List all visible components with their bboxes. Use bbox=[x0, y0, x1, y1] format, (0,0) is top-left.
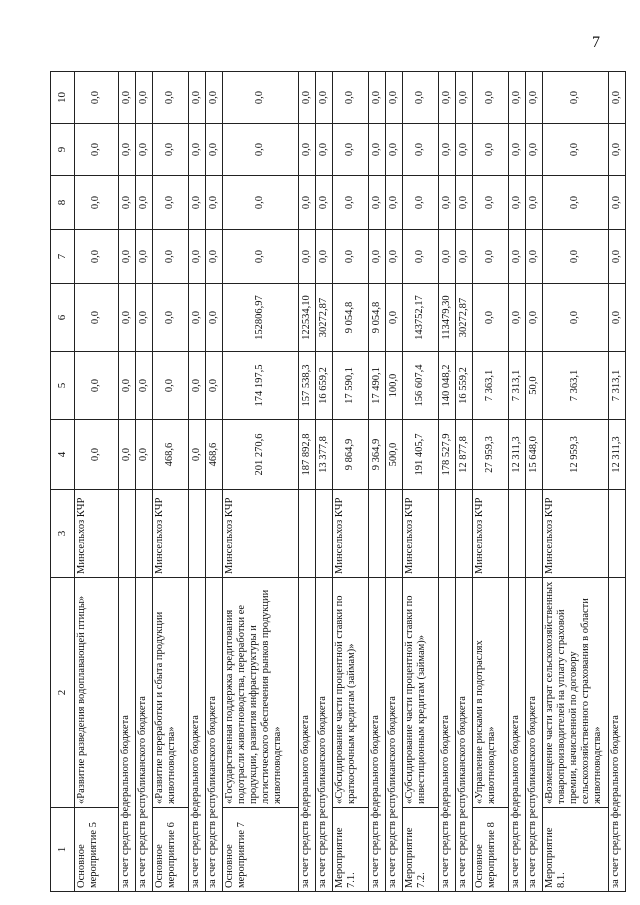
amount-cell: 0,0 bbox=[439, 72, 456, 124]
amount-cell: 0,0 bbox=[543, 124, 609, 176]
amount-cell: 0,0 bbox=[473, 176, 509, 230]
header-cell: 5 bbox=[51, 352, 75, 420]
amount-cell: 17 590,1 bbox=[333, 352, 369, 420]
amount-cell: 0,0 bbox=[369, 72, 386, 124]
amount-cell: 0,0 bbox=[223, 72, 299, 124]
executor: Минсельхоз КЧР bbox=[403, 490, 439, 578]
amount-cell: 0,0 bbox=[299, 72, 316, 124]
funding-source: за счет средств федерального бюджета bbox=[609, 578, 626, 892]
amount-cell: 174 197,5 bbox=[223, 352, 299, 420]
amount-cell: 0,0 bbox=[609, 124, 626, 176]
amount-cell: 30272,87 bbox=[456, 284, 473, 352]
amount-cell: 468,6 bbox=[206, 420, 223, 490]
amount-cell: 0,0 bbox=[439, 176, 456, 230]
funding-source: за счет средств федерального бюджета bbox=[189, 578, 206, 892]
amount-cell: 0,0 bbox=[223, 124, 299, 176]
amount-cell: 0,0 bbox=[473, 72, 509, 124]
funding-source-row bbox=[439, 72, 456, 892]
amount-cell: 0,0 bbox=[526, 230, 543, 284]
amount-cell: 0,0 bbox=[75, 124, 119, 176]
amount-cell: 12 959,3 bbox=[543, 420, 609, 490]
executor: Минсельхоз КЧР bbox=[153, 490, 189, 578]
amount-cell: 122534,10 bbox=[299, 284, 316, 352]
amount-cell: 0,0 bbox=[75, 352, 119, 420]
amount-cell: 0,0 bbox=[153, 284, 189, 352]
amount-cell: 0,0 bbox=[609, 284, 626, 352]
amount-cell: 0,0 bbox=[316, 176, 333, 230]
amount-cell: 9 054,8 bbox=[369, 284, 386, 352]
executor: Минсельхоз КЧР bbox=[75, 490, 119, 578]
amount-cell: 0,0 bbox=[456, 176, 473, 230]
amount-cell: 0,0 bbox=[456, 124, 473, 176]
funding-source: за счет средств федерального бюджета bbox=[119, 578, 136, 892]
amount-cell: 178 527,9 bbox=[439, 420, 456, 490]
header-cell: 3 bbox=[51, 490, 75, 578]
funding-source: за счет средств республиканского бюджета bbox=[206, 578, 223, 892]
amount-cell: 0,0 bbox=[386, 72, 403, 124]
amount-cell: 140 048,2 bbox=[439, 352, 456, 420]
amount-cell: 0,0 bbox=[316, 72, 333, 124]
header-cell: 1 bbox=[51, 808, 75, 892]
funding-source-row bbox=[526, 72, 543, 892]
empty-executor-cell bbox=[439, 490, 456, 578]
amount-cell: 0,0 bbox=[509, 176, 526, 230]
empty-executor-cell bbox=[369, 490, 386, 578]
amount-cell: 17 490,1 bbox=[369, 352, 386, 420]
activity-title: «Субсидирование части процентной ставки по краткосрочным кредитам (займам)» bbox=[333, 578, 369, 808]
activity-code: Мероприятие 8.1. bbox=[543, 808, 609, 892]
empty-executor-cell bbox=[456, 490, 473, 578]
empty-executor-cell bbox=[136, 490, 153, 578]
amount-cell: 0,0 bbox=[153, 352, 189, 420]
funding-source: за счет средств федерального бюджета bbox=[299, 578, 316, 892]
amount-cell: 0,0 bbox=[75, 72, 119, 124]
activity-row bbox=[153, 72, 189, 892]
amount-cell: 7 363,1 bbox=[473, 352, 509, 420]
amount-cell: 0,0 bbox=[369, 176, 386, 230]
executor: Минсельхоз КЧР bbox=[543, 490, 609, 578]
amount-cell: 0,0 bbox=[609, 72, 626, 124]
funding-source-row bbox=[609, 72, 626, 892]
amount-cell: 0,0 bbox=[206, 284, 223, 352]
amount-cell: 0,0 bbox=[136, 124, 153, 176]
empty-executor-cell bbox=[206, 490, 223, 578]
amount-cell: 0,0 bbox=[543, 284, 609, 352]
amount-cell: 0,0 bbox=[333, 230, 369, 284]
activity-code: Мероприятие 7.1. bbox=[333, 808, 369, 892]
amount-cell: 0,0 bbox=[386, 284, 403, 352]
amount-cell: 0,0 bbox=[403, 124, 439, 176]
amount-cell: 0,0 bbox=[526, 176, 543, 230]
executor: Минсельхоз КЧР bbox=[223, 490, 299, 578]
amount-cell: 0,0 bbox=[206, 176, 223, 230]
amount-cell: 201 270,6 bbox=[223, 420, 299, 490]
amount-cell: 7 313,1 bbox=[609, 352, 626, 420]
amount-cell: 0,0 bbox=[403, 72, 439, 124]
amount-cell: 0,0 bbox=[299, 176, 316, 230]
funding-source: за счет средств федерального бюджета bbox=[439, 578, 456, 892]
amount-cell: 0,0 bbox=[119, 420, 136, 490]
amount-cell: 0,0 bbox=[333, 176, 369, 230]
amount-cell: 143752,17 bbox=[403, 284, 439, 352]
header-cell: 2 bbox=[51, 578, 75, 808]
funding-source: за счет средств федерального бюджета bbox=[509, 578, 526, 892]
funding-source-row bbox=[189, 72, 206, 892]
amount-cell: 0,0 bbox=[386, 230, 403, 284]
activity-row bbox=[223, 72, 299, 892]
amount-cell: 0,0 bbox=[403, 230, 439, 284]
amount-cell: 0,0 bbox=[189, 176, 206, 230]
amount-cell: 9 054,8 bbox=[333, 284, 369, 352]
amount-cell: 15 648,0 bbox=[526, 420, 543, 490]
amount-cell: 468,6 bbox=[153, 420, 189, 490]
amount-cell: 0,0 bbox=[189, 124, 206, 176]
amount-cell: 0,0 bbox=[333, 124, 369, 176]
amount-cell: 0,0 bbox=[189, 72, 206, 124]
amount-cell: 0,0 bbox=[473, 284, 509, 352]
amount-cell: 7 363,1 bbox=[543, 352, 609, 420]
activity-code: Основное мероприятие 6 bbox=[153, 808, 189, 892]
activity-title: «Развитие переработки и сбыта продукции животноводства» bbox=[153, 578, 189, 808]
funding-source: за счет средств республиканского бюджета bbox=[526, 578, 543, 892]
amount-cell: 0,0 bbox=[75, 176, 119, 230]
activity-row bbox=[333, 72, 369, 892]
empty-executor-cell bbox=[386, 490, 403, 578]
amount-cell: 0,0 bbox=[136, 72, 153, 124]
activity-title: «Субсидирование части процентной ставки по инвестиционным кредитам (займам)» bbox=[403, 578, 439, 808]
amount-cell: 0,0 bbox=[153, 124, 189, 176]
amount-cell: 0,0 bbox=[119, 72, 136, 124]
header-cell: 9 bbox=[51, 124, 75, 176]
header-cell: 8 bbox=[51, 176, 75, 230]
amount-cell: 0,0 bbox=[526, 284, 543, 352]
amount-cell: 0,0 bbox=[543, 230, 609, 284]
amount-cell: 0,0 bbox=[456, 72, 473, 124]
amount-cell: 0,0 bbox=[75, 420, 119, 490]
amount-cell: 13 377,8 bbox=[316, 420, 333, 490]
amount-cell: 0,0 bbox=[509, 124, 526, 176]
activity-title: «Государственная поддержка кредитования подотрасли животноводства, переработки ее продукции, развития инфраструктуры и логистического обеспечения рынков продукции животноводства» bbox=[223, 578, 299, 808]
amount-cell: 0,0 bbox=[206, 352, 223, 420]
activity-code: Мероприятие 7.2. bbox=[403, 808, 439, 892]
header-row bbox=[51, 72, 75, 892]
amount-cell: 0,0 bbox=[75, 230, 119, 284]
amount-cell: 0,0 bbox=[136, 176, 153, 230]
amount-cell: 0,0 bbox=[189, 420, 206, 490]
amount-cell: 157 538,3 bbox=[299, 352, 316, 420]
funding-source-row bbox=[119, 72, 136, 892]
amount-cell: 0,0 bbox=[136, 420, 153, 490]
amount-cell: 7 313,1 bbox=[509, 352, 526, 420]
funding-source-row bbox=[509, 72, 526, 892]
amount-cell: 0,0 bbox=[119, 284, 136, 352]
amount-cell: 0,0 bbox=[153, 72, 189, 124]
amount-cell: 0,0 bbox=[316, 230, 333, 284]
amount-cell: 0,0 bbox=[509, 230, 526, 284]
amount-cell: 0,0 bbox=[543, 176, 609, 230]
empty-executor-cell bbox=[189, 490, 206, 578]
amount-cell: 0,0 bbox=[119, 124, 136, 176]
amount-cell: 50,0 bbox=[526, 352, 543, 420]
activity-code: Основное мероприятие 8 bbox=[473, 808, 509, 892]
amount-cell: 0,0 bbox=[543, 72, 609, 124]
amount-cell: 0,0 bbox=[119, 352, 136, 420]
header-cell: 7 bbox=[51, 230, 75, 284]
funding-source: за счет средств республиканского бюджета bbox=[456, 578, 473, 892]
amount-cell: 0,0 bbox=[153, 176, 189, 230]
amount-cell: 0,0 bbox=[509, 72, 526, 124]
header-cell: 10 bbox=[51, 72, 75, 124]
amount-cell: 0,0 bbox=[206, 72, 223, 124]
amount-cell: 0,0 bbox=[119, 176, 136, 230]
header-cell: 4 bbox=[51, 420, 75, 490]
budget-table bbox=[50, 71, 626, 892]
executor: Минсельхоз КЧР bbox=[473, 490, 509, 578]
amount-cell: 0,0 bbox=[206, 230, 223, 284]
amount-cell: 0,0 bbox=[609, 230, 626, 284]
amount-cell: 0,0 bbox=[403, 176, 439, 230]
amount-cell: 0,0 bbox=[189, 230, 206, 284]
empty-executor-cell bbox=[316, 490, 333, 578]
activity-row bbox=[403, 72, 439, 892]
amount-cell: 9 364,9 bbox=[369, 420, 386, 490]
amount-cell: 500,0 bbox=[386, 420, 403, 490]
activity-row bbox=[75, 72, 119, 892]
amount-cell: 0,0 bbox=[456, 230, 473, 284]
amount-cell: 0,0 bbox=[526, 124, 543, 176]
amount-cell: 0,0 bbox=[439, 230, 456, 284]
amount-cell: 0,0 bbox=[609, 176, 626, 230]
executor: Минсельхоз КЧР bbox=[333, 490, 369, 578]
funding-source-row bbox=[206, 72, 223, 892]
header-cell: 6 bbox=[51, 284, 75, 352]
amount-cell: 0,0 bbox=[386, 124, 403, 176]
amount-cell: 100,0 bbox=[386, 352, 403, 420]
amount-cell: 191 405,7 bbox=[403, 420, 439, 490]
amount-cell: 0,0 bbox=[189, 284, 206, 352]
funding-source-row bbox=[316, 72, 333, 892]
amount-cell: 0,0 bbox=[299, 124, 316, 176]
amount-cell: 30272,87 bbox=[316, 284, 333, 352]
amount-cell: 0,0 bbox=[316, 124, 333, 176]
amount-cell: 0,0 bbox=[75, 284, 119, 352]
activity-title: «Развитие разведения водоплавающей птицы» bbox=[75, 578, 119, 808]
amount-cell: 0,0 bbox=[473, 230, 509, 284]
amount-cell: 27 959,3 bbox=[473, 420, 509, 490]
activity-row bbox=[543, 72, 609, 892]
activity-title: «Возмещение части затрат сельскохозяйственных товаропроизводителей на уплату страховой премии, начисленной по договору сельскохозяйственного страхования в области животноводства» bbox=[543, 578, 609, 808]
amount-cell: 156 607,4 bbox=[403, 352, 439, 420]
activity-code: Основное мероприятие 5 bbox=[75, 808, 119, 892]
amount-cell: 0,0 bbox=[136, 352, 153, 420]
amount-cell: 16 659,2 bbox=[316, 352, 333, 420]
rotated-table-container bbox=[50, 72, 622, 892]
funding-source-row bbox=[386, 72, 403, 892]
amount-cell: 0,0 bbox=[223, 176, 299, 230]
amount-cell: 0,0 bbox=[473, 124, 509, 176]
activity-title: «Управление рисками в подотраслях животноводства» bbox=[473, 578, 509, 808]
funding-source-row bbox=[456, 72, 473, 892]
amount-cell: 0,0 bbox=[223, 230, 299, 284]
amount-cell: 0,0 bbox=[206, 124, 223, 176]
amount-cell: 0,0 bbox=[333, 72, 369, 124]
amount-cell: 12 311,3 bbox=[609, 420, 626, 490]
page-number: 7 bbox=[592, 34, 600, 51]
amount-cell: 0,0 bbox=[136, 284, 153, 352]
amount-cell: 0,0 bbox=[369, 124, 386, 176]
amount-cell: 113479,30 bbox=[439, 284, 456, 352]
funding-source: за счет средств федерального бюджета bbox=[369, 578, 386, 892]
amount-cell: 0,0 bbox=[189, 352, 206, 420]
empty-executor-cell bbox=[119, 490, 136, 578]
empty-executor-cell bbox=[609, 490, 626, 578]
funding-source: за счет средств республиканского бюджета bbox=[136, 578, 153, 892]
funding-source-row bbox=[369, 72, 386, 892]
amount-cell: 9 864,9 bbox=[333, 420, 369, 490]
empty-executor-cell bbox=[509, 490, 526, 578]
funding-source-row bbox=[136, 72, 153, 892]
amount-cell: 12 311,3 bbox=[509, 420, 526, 490]
amount-cell: 0,0 bbox=[119, 230, 136, 284]
amount-cell: 0,0 bbox=[369, 230, 386, 284]
empty-executor-cell bbox=[526, 490, 543, 578]
funding-source: за счет средств республиканского бюджета bbox=[386, 578, 403, 892]
amount-cell: 16 559,2 bbox=[456, 352, 473, 420]
activity-row bbox=[473, 72, 509, 892]
empty-executor-cell bbox=[299, 490, 316, 578]
amount-cell: 0,0 bbox=[153, 230, 189, 284]
funding-source-row bbox=[299, 72, 316, 892]
amount-cell: 152806,97 bbox=[223, 284, 299, 352]
amount-cell: 0,0 bbox=[526, 72, 543, 124]
amount-cell: 0,0 bbox=[299, 230, 316, 284]
amount-cell: 0,0 bbox=[136, 230, 153, 284]
amount-cell: 0,0 bbox=[439, 124, 456, 176]
amount-cell: 0,0 bbox=[509, 284, 526, 352]
funding-source: за счет средств республиканского бюджета bbox=[316, 578, 333, 892]
amount-cell: 187 892,8 bbox=[299, 420, 316, 490]
activity-code: Основное мероприятие 7 bbox=[223, 808, 299, 892]
amount-cell: 12 877,8 bbox=[456, 420, 473, 490]
amount-cell: 0,0 bbox=[386, 176, 403, 230]
